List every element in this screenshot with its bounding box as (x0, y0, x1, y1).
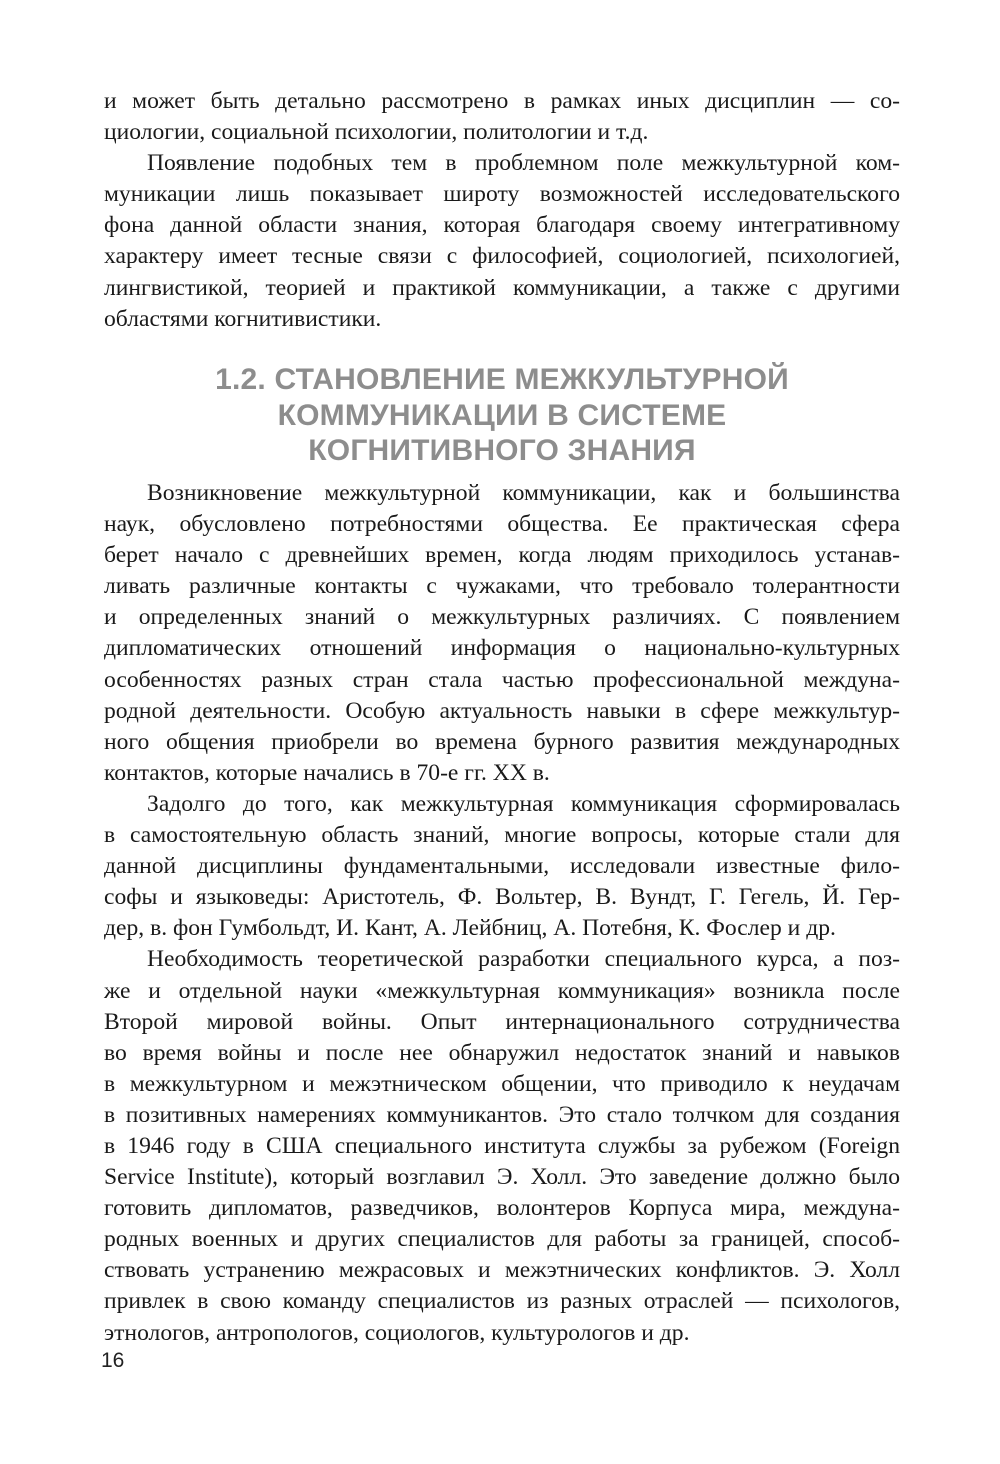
text-line: родной деятельности. Особую актуальность навыки в сфере межкультур- (104, 697, 900, 724)
text-line: дер, в. фон Гумбольдт, И. Кант, А. Лейбниц, А. Потебня, К. Фослер и др. (104, 915, 836, 942)
text-line: контактов, которые начались в 70-е гг. XX в. (104, 759, 550, 786)
text-line: в самостоятельную область знаний, многие вопросы, которые стали для (104, 822, 900, 849)
section-body (104, 478, 900, 1349)
text-line: ствовать устранению межрасовых и межэтнических конфликтов. Э. Холл (104, 1257, 900, 1284)
text-line: ного общения приобрели во времена бурного развития международных (104, 728, 900, 755)
text-line: Необходимость теоретической разработки специального курса, а поз- (147, 946, 900, 973)
text-line: фона данной области знания, которая благодаря своему интегративному (104, 212, 900, 239)
text-line: лингвистикой, теорией и практикой коммуникации, а также с другими (104, 274, 900, 301)
page-number: 16 (101, 1349, 125, 1372)
text-line: готовить дипломатов, разведчиков, волонтеров Корпуса мира, междуна- (104, 1195, 900, 1222)
heading-line: 1.2. СТАНОВЛЕНИЕ МЕЖКУЛЬТУРНОЙ (215, 363, 789, 396)
text-line: этнологов, антропологов, социологов, культурологов и др. (104, 1319, 690, 1346)
text-line: в межкультурном и межэтническом общении, что приводило к неудачам (104, 1070, 900, 1097)
heading-line: КОММУНИКАЦИИ В СИСТЕМЕ (277, 398, 727, 432)
text-line: же и отдельной науки «межкультурная коммуникация» возникла после (104, 977, 900, 1004)
text-line: Появление подобных тем в проблемном поле межкультурной ком- (147, 150, 900, 177)
text-line: софы и языковеды: Аристотель, Ф. Вольтер, В. Вундт, Г. Гегель, Й. Гер- (104, 884, 900, 911)
text-line: Service Institute), который возглавил Э. Холл. Это заведение должно было (104, 1164, 900, 1191)
text-line: берет начало с древнейших времен, когда людям приходилось устанав- (104, 542, 900, 569)
text-line: особенностях разных стран стала частью профессиональной междуна- (104, 666, 900, 693)
text-line: привлек в свою команду специалистов из разных отраслей — психологов, (104, 1288, 900, 1315)
text-line: в позитивных намерениях коммуникантов. Это стало толчком для создания (104, 1101, 900, 1128)
intro-text-block (104, 86, 900, 335)
text-line: в 1946 году в США специального института службы за рубежом (Foreign (104, 1132, 900, 1159)
text-line: ливать различные контакты с чужаками, что требовало толерантности (104, 573, 900, 600)
text-line: и может быть детально рассмотрено в рамках иных дисциплин — со- (104, 88, 900, 114)
text-line: дипломатических отношений информация о национально-культурных (104, 635, 900, 662)
text-line: Возникновение межкультурной коммуникации, как и большинства (147, 480, 900, 506)
heading-line: КОГНИТИВНОГО ЗНАНИЯ (308, 434, 696, 467)
text-line: областями когнитивистики. (104, 305, 382, 332)
text-line: и определенных знаний о межкультурных различиях. С появлением (104, 604, 900, 631)
text-line: наук, обусловлено потребностями общества. Ее практическая сфера (104, 511, 900, 538)
text-line: циологии, социальной психологии, политологии и т.д. (104, 119, 649, 146)
text-line: Задолго до того, как межкультурная коммуникация сформировалась (147, 790, 900, 817)
text-line: Второй мировой войны. Опыт интернационального сотрудничества (104, 1008, 900, 1035)
text-line: муникации лишь показывает широту возможностей исследовательского (104, 181, 900, 208)
text-line: характеру имеет тесные связи с философией, социологией, психологией, (104, 243, 900, 270)
text-line: во время войны и после нее обнаружил недостаток знаний и навыков (104, 1039, 900, 1066)
text-line: данной дисциплины фундаментальными, исследовали известные фило- (104, 853, 900, 880)
section-heading (104, 362, 900, 469)
text-line: родных военных и других специалистов для работы за границей, способ- (104, 1226, 900, 1253)
